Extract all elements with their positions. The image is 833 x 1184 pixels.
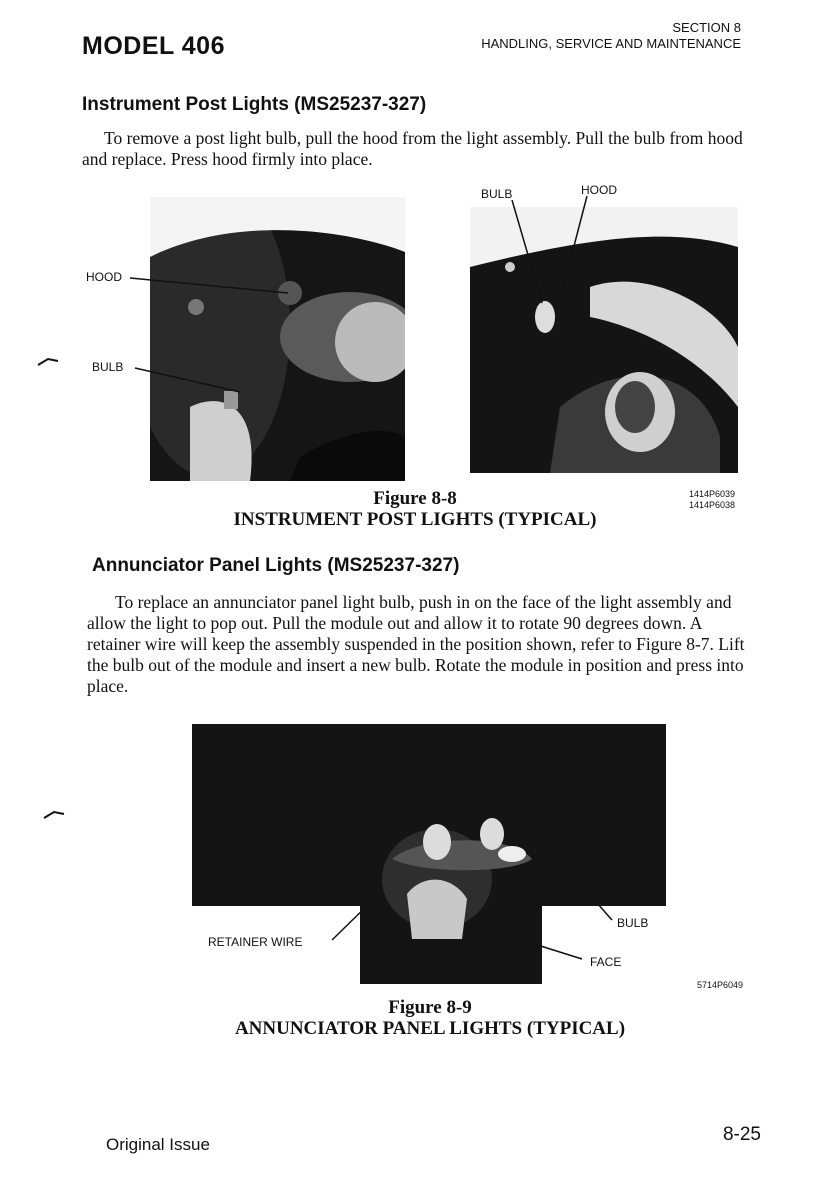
post-lights-heading: Instrument Post Lights (MS25237-327) xyxy=(82,94,427,115)
figure-8-9-caption xyxy=(170,997,690,1039)
figure-8-9-title: ANNUNCIATOR PANEL LIGHTS (TYPICAL) xyxy=(234,1018,626,1039)
section-title: HANDLING, SERVICE AND MAINTENANCE xyxy=(481,36,741,51)
figure-8-8-title: INSTRUMENT POST LIGHTS (TYPICAL) xyxy=(233,509,597,530)
figure-8-8-number: Figure 8-8 xyxy=(373,488,457,509)
label-face: FACE xyxy=(590,955,622,969)
label-hood-left: HOOD xyxy=(86,270,122,284)
photo-id-2: 1414P6038 xyxy=(689,500,736,510)
figure-8-9-photo-id: 5714P6049 xyxy=(697,980,744,990)
annunciator-paragraph: To replace an annunciator panel light bulb, push in on the face of the light assembly and allow the light to pop out. Pull the module out and allow it to rotate 90 degrees down. A retainer wire will keep the assembly suspended in the position shown, refer to Figure 8-7. Lift the bulb out of the module and insert a new bulb. Rotate the module in position and press into place. xyxy=(87,592,745,696)
footer-issue: Original Issue xyxy=(106,1135,210,1154)
annunciator-heading: Annunciator Panel Lights (MS25237-327) xyxy=(92,555,460,576)
page-number: 8-25 xyxy=(722,1124,761,1145)
label-hood-right: HOOD xyxy=(581,183,617,197)
label-bulb: BULB xyxy=(617,916,649,930)
post-lights-paragraph: To remove a post light bulb, pull the hood from the light assembly. Pull the bulb from hood and replace. Press hood firmly into place. xyxy=(82,128,743,169)
section-number: SECTION 8 xyxy=(672,20,741,35)
model-title: MODEL 406 xyxy=(82,32,225,60)
label-bulb-right: BULB xyxy=(481,187,513,201)
figure-8-9-number: Figure 8-9 xyxy=(388,997,472,1018)
label-retainer-wire: RETAINER WIRE xyxy=(208,935,303,949)
label-bulb-left: BULB xyxy=(92,360,124,374)
photo-id-1: 1414P6039 xyxy=(689,489,736,499)
